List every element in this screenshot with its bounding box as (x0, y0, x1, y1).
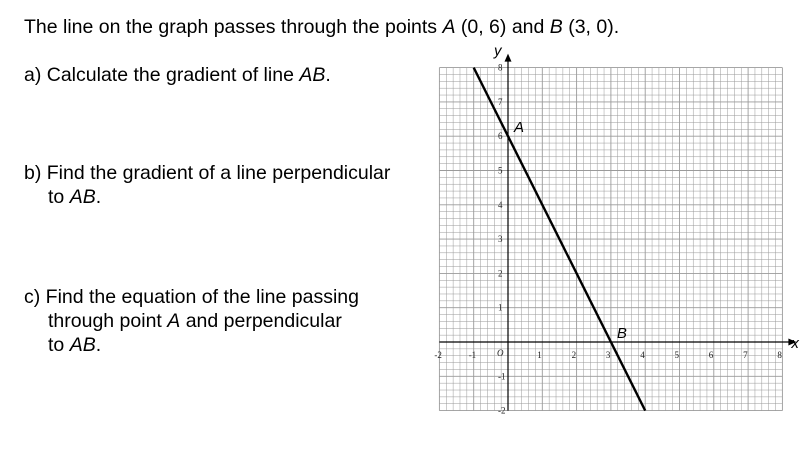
x-tick-label: 3 (605, 350, 611, 360)
question-c-line-name: AB (69, 334, 96, 356)
question-c-line1: c) Find the equation of the line passing (24, 286, 359, 308)
x-tick-label: -1 (468, 350, 477, 360)
x-tick-label: 7 (743, 350, 748, 360)
question-b-line-name: AB (69, 186, 96, 208)
question-c-line3-post: . (95, 334, 102, 356)
y-axis-arrow-icon (505, 54, 512, 62)
point-a-name: A (442, 16, 456, 38)
origin-label: O (497, 348, 504, 358)
x-tick-label: 8 (777, 350, 782, 360)
question-b-post: . (95, 186, 102, 208)
y-tick-label: 4 (498, 199, 503, 210)
question-b-line1: b) Find the gradient of a line perpendicular (24, 162, 391, 184)
y-tick-label: -1 (498, 371, 506, 382)
x-tick-label: 1 (537, 350, 542, 360)
x-tick-label: 6 (708, 350, 714, 360)
question-c-line2-pre: through point (48, 310, 168, 332)
point-b-coords: (3, 0). (562, 16, 620, 38)
point-label-b: B (616, 325, 627, 342)
question-a-post: . (325, 64, 331, 86)
y-tick-label: 6 (498, 131, 503, 142)
point-b-name: B (549, 16, 563, 38)
x-axis-label: x (791, 335, 799, 352)
y-tick-label: 8 (498, 62, 503, 73)
x-tick-label: 2 (571, 350, 577, 360)
question-a-pre: a) Calculate the gradient of line (24, 64, 300, 86)
y-axis-label: y (494, 42, 502, 60)
question-c-line2-post: and perpendicular (180, 310, 342, 332)
y-tick-label: 2 (498, 268, 503, 279)
y-tick-label: 5 (498, 165, 503, 176)
question-c-line3-pre: to (48, 334, 70, 356)
y-tick-label: 7 (498, 96, 503, 107)
question-b-line2-pre: to (48, 186, 70, 208)
x-tick-label: -2 (434, 350, 442, 360)
x-tick-label: 4 (640, 350, 645, 360)
x-tick-label: 5 (674, 350, 679, 360)
y-tick-label: 1 (498, 302, 503, 313)
point-a-coords: (0, 6) and (455, 16, 550, 38)
y-tick-label: 3 (498, 234, 503, 245)
point-label-a: A (514, 119, 525, 137)
y-tick-label: -2 (498, 405, 506, 416)
question-c-point-name: A (167, 310, 181, 332)
intro-pre: The line on the graph passes through the points (24, 16, 443, 38)
question-a-line-name: AB (299, 64, 326, 86)
